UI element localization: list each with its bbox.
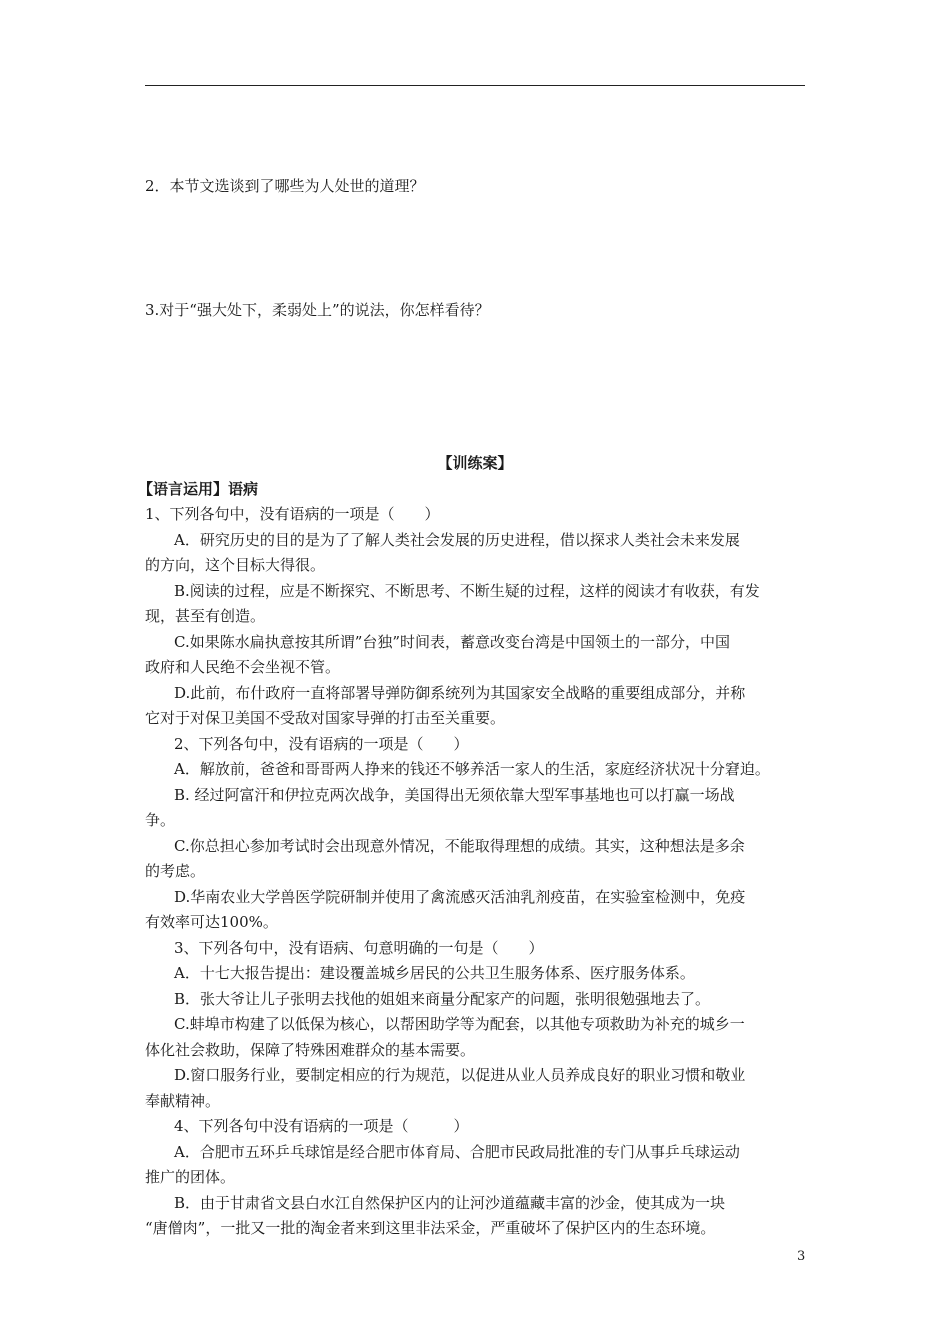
item-1-option-d: D.此前，布什政府一直将部署导弹防御系统列为其国家安全战略的重要组成部分，并称 — [174, 684, 746, 702]
item-1-stem: 1、下列各句中，没有语病的一项是（ ） — [145, 505, 440, 523]
item-3-option-c: C.蚌埠市构建了以低保为核心，以帮困助学等为配套，以其他专项救助为补充的城乡一 — [174, 1015, 745, 1033]
item-1-option-b-cont: 现，甚至有创造。 — [145, 607, 266, 625]
item-3-stem: 3、下列各句中，没有语病、句意明确的一句是（ ） — [174, 939, 544, 957]
item-2-option-d-cont: 有效率可达100%。 — [145, 913, 278, 931]
item-4-option-a-cont: 推广的团体。 — [145, 1168, 236, 1186]
item-3-option-c-cont: 体化社会救助，保障了特殊困难群众的基本需要。 — [145, 1041, 476, 1059]
item-3-option-a: A．十七大报告提出：建设覆盖城乡居民的公共卫生服务体系、医疗服务体系。 — [174, 964, 695, 982]
subheading: 【语言运用】语病 — [138, 480, 259, 498]
item-2-option-c-cont: 的考虑。 — [145, 862, 206, 880]
item-3-option-d-cont: 奉献精神。 — [145, 1092, 221, 1110]
item-4-option-a: A．合肥市五环乒乓球馆是经合肥市体育局、合肥市民政局批准的专门从事乒乓球运动 — [174, 1143, 740, 1161]
page-number: 3 — [797, 1249, 806, 1264]
item-1-option-d-cont: 它对于对保卫美国不受敌对国家导弹的打击至关重要。 — [145, 709, 506, 727]
item-4-stem: 4、下列各句中没有语病的一项是（ ） — [174, 1117, 469, 1135]
item-2-option-a: A．解放前，爸爸和哥哥两人挣来的钱还不够养活一家人的生活，家庭经济状况十分窘迫。 — [174, 760, 770, 778]
item-1-option-b: B.阅读的过程，应是不断探究、不断思考、不断生疑的过程，这样的阅读才有收获，有发 — [174, 582, 760, 600]
question-3: 3.对于“强大处下，柔弱处上”的说法，你怎样看待？ — [145, 301, 490, 319]
item-4-option-b: B．由于甘肃省文县白水江自然保护区内的让河沙道蕴藏丰富的沙金，使其成为一块 — [174, 1194, 726, 1212]
question-2: 2．本节文选谈到了哪些为人处世的道理？ — [145, 177, 425, 195]
item-3-option-d: D.窗口服务行业，要制定相应的行为规范，以促进从业人员养成良好的职业习惯和敬业 — [174, 1066, 746, 1084]
item-2-stem: 2、下列各句中，没有语病的一项是（ ） — [174, 735, 469, 753]
item-1-option-a: A．研究历史的目的是为了了解人类社会发展的历史进程，借以探求人类社会未来发展 — [174, 531, 740, 549]
item-1-option-c: C.如果陈水扁执意按其所谓”台独”时间表，蓄意改变台湾是中国领土的一部分，中国 — [174, 633, 731, 651]
header-rule — [145, 85, 805, 86]
item-2-option-c: C.你总担心参加考试时会出现意外情况，不能取得理想的成绩。其实，这种想法是多余 — [174, 837, 745, 855]
item-4-option-b-cont: “唐僧肉”，一批又一批的淘金者来到这里非法采金，严重破坏了保护区内的生态环境。 — [145, 1219, 716, 1237]
item-2-option-b: B. 经过阿富汗和伊拉克两次战争，美国得出无须依靠大型军事基地也可以打赢一场战 — [174, 786, 735, 804]
item-2-option-b-cont: 争。 — [145, 811, 176, 829]
item-2-option-d: D.华南农业大学兽医学院研制并使用了禽流感灭活油乳剂疫苗，在实验室检测中，免疫 — [174, 888, 746, 906]
item-1-option-c-cont: 政府和人民绝不会坐视不管。 — [145, 658, 341, 676]
item-1-option-a-cont: 的方向，这个目标大得很。 — [145, 556, 326, 574]
section-title: 【训练案】 — [437, 454, 513, 472]
item-3-option-b: B．张大爷让儿子张明去找他的姐姐来商量分配家产的问题，张明很勉强地去了。 — [174, 990, 711, 1008]
